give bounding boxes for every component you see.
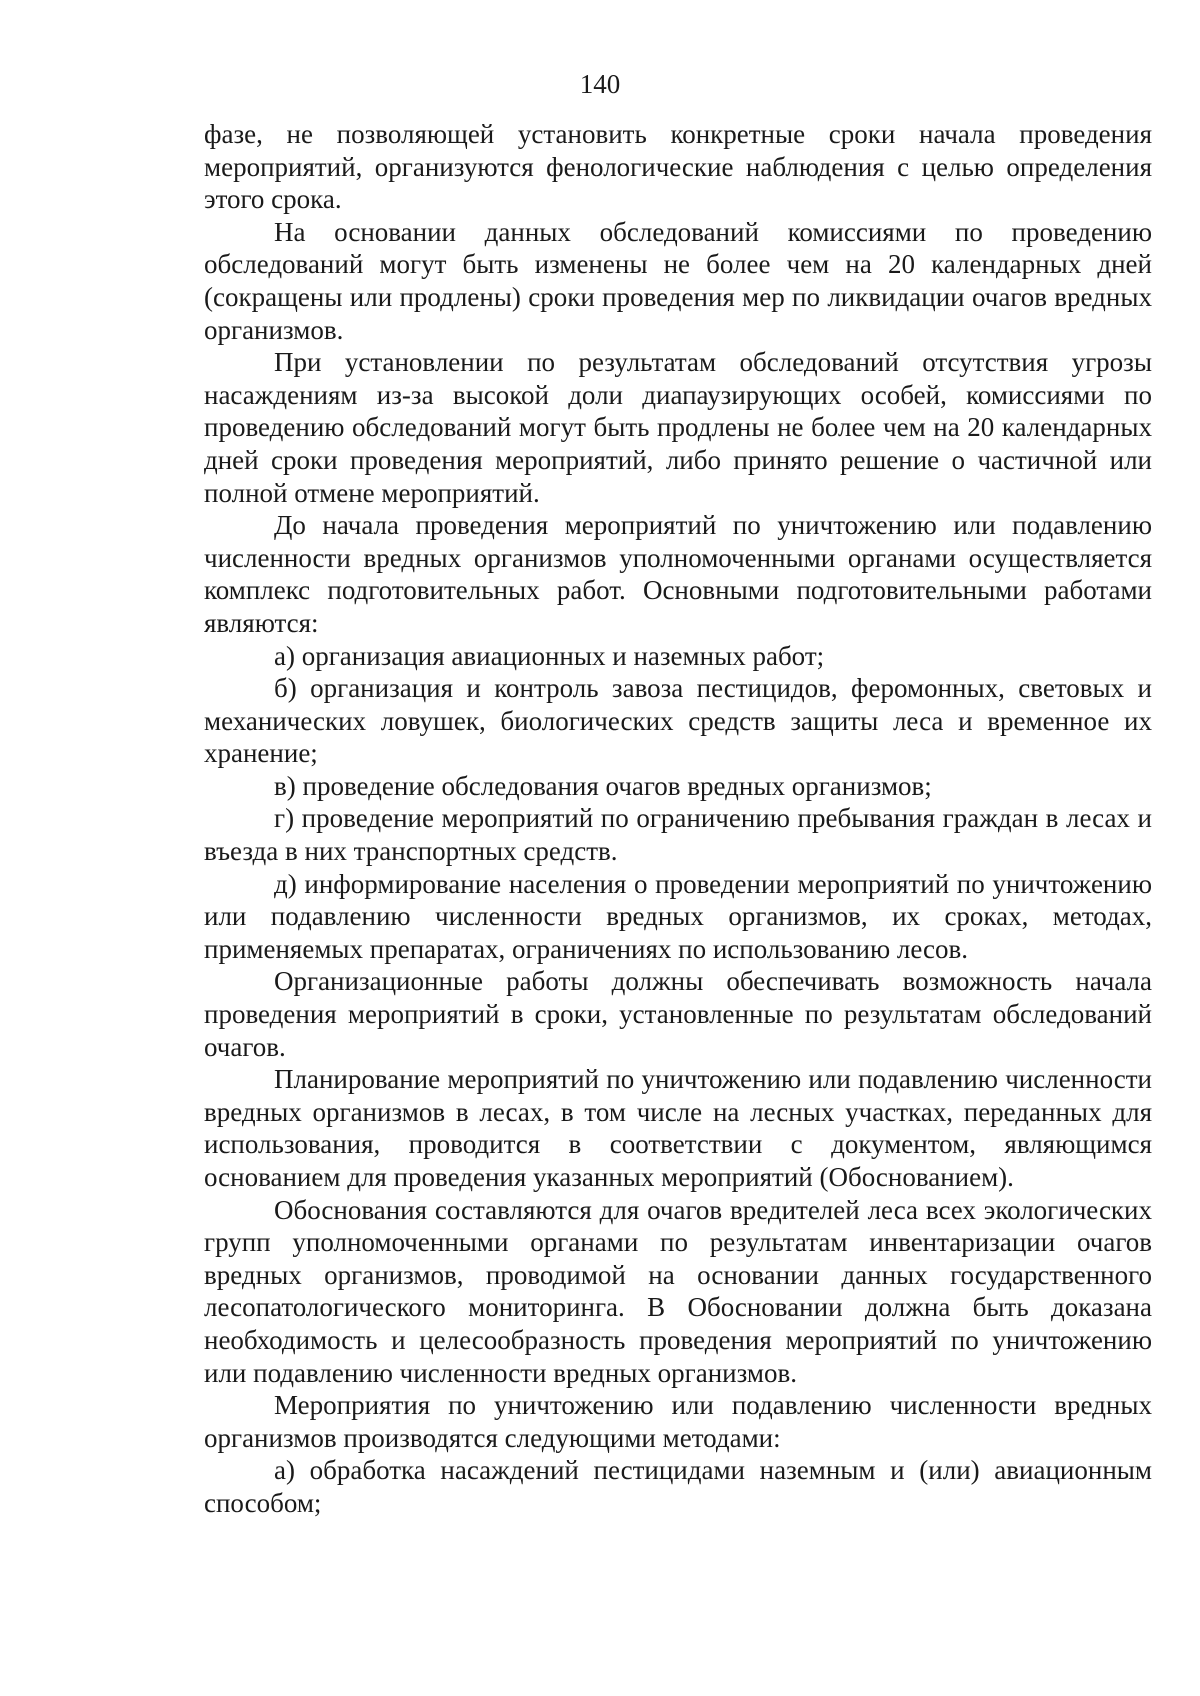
list-item-g: г) проведение мероприятий по ограничению пребывания граждан в лесах и въезда в них транспортных средств.: [204, 803, 1152, 867]
paragraph-planning: Планирование мероприятий по уничтожению или подавлению численности вредных организмов в лесах, в том числе на лесных участках, переданных для использования, проводится в соответствии с документом, являющимся основанием для проведения указанных мероприятий (Обоснованием).: [204, 1064, 1152, 1192]
list-item-d: д) информирование населения о проведении мероприятий по уничтожению или подавлению численности вредных организмов, их сроках, методах, применяемых препаратах, ограничениях по использованию лесов.: [204, 868, 1152, 964]
paragraph-justification: Обоснования составляются для очагов вредителей леса всех экологических групп уполномоченными органами по результатам инвентаризации очагов вредных организмов, проводимой на основании данных государственного лесопатологического мониторинга. В Обосновании должна быть доказана необходимость и целесообразность проведения мероприятий по уничтожению или подавлению численности вредных организмов.: [204, 1194, 1152, 1388]
paragraph-organizational-works: Организационные работы должны обеспечивать возможность начала проведения мероприятий в сроки, установленные по результатам обследований очагов.: [204, 966, 1152, 1062]
list-item-b: б) организация и контроль завоза пестицидов, феромонных, световых и механических ловушек, биологических средств защиты леса и временное их хранение;: [204, 673, 1152, 769]
paragraph-no-threat: При установлении по результатам обследований отсутствия угрозы насаждениям из-за высокой доли диапаузирующих особей, комиссиями по проведению обследований могут быть продлены не более чем на 20 календарных дней сроки проведения мероприятий, либо принято решение о частичной или полной отмене мероприятий.: [204, 347, 1152, 508]
paragraph-methods: Мероприятия по уничтожению или подавлению численности вредных организмов производятся следующими методами:: [204, 1390, 1152, 1453]
page-number: 140: [579, 69, 621, 99]
method-item-a: а) обработка насаждений пестицидами наземным и (или) авиационным способом;: [204, 1455, 1152, 1518]
paragraph-preparatory-works: До начала проведения мероприятий по уничтожению или подавлению численности вредных организмов уполномоченными органами осуществляется комплекс подготовительных работ. Основными подготовительными работами являются:: [204, 510, 1152, 638]
document-body: [204, 118, 1152, 1520]
list-item-v: в) проведение обследования очагов вредных организмов;: [274, 770, 932, 801]
paragraph-continuation: фазе, не позволяющей установить конкретные сроки начала проведения мероприятий, организуются фенологические наблюдения с целью определения этого срока.: [204, 119, 1152, 215]
paragraph-survey-changes: На основании данных обследований комиссиями по проведению обследований могут быть изменены не более чем на 20 календарных дней (сокращены или продлены) сроки проведения мер по ликвидации очагов вредных организмов.: [204, 216, 1152, 345]
list-item-a: а) организация авиационных и наземных работ;: [274, 640, 825, 671]
